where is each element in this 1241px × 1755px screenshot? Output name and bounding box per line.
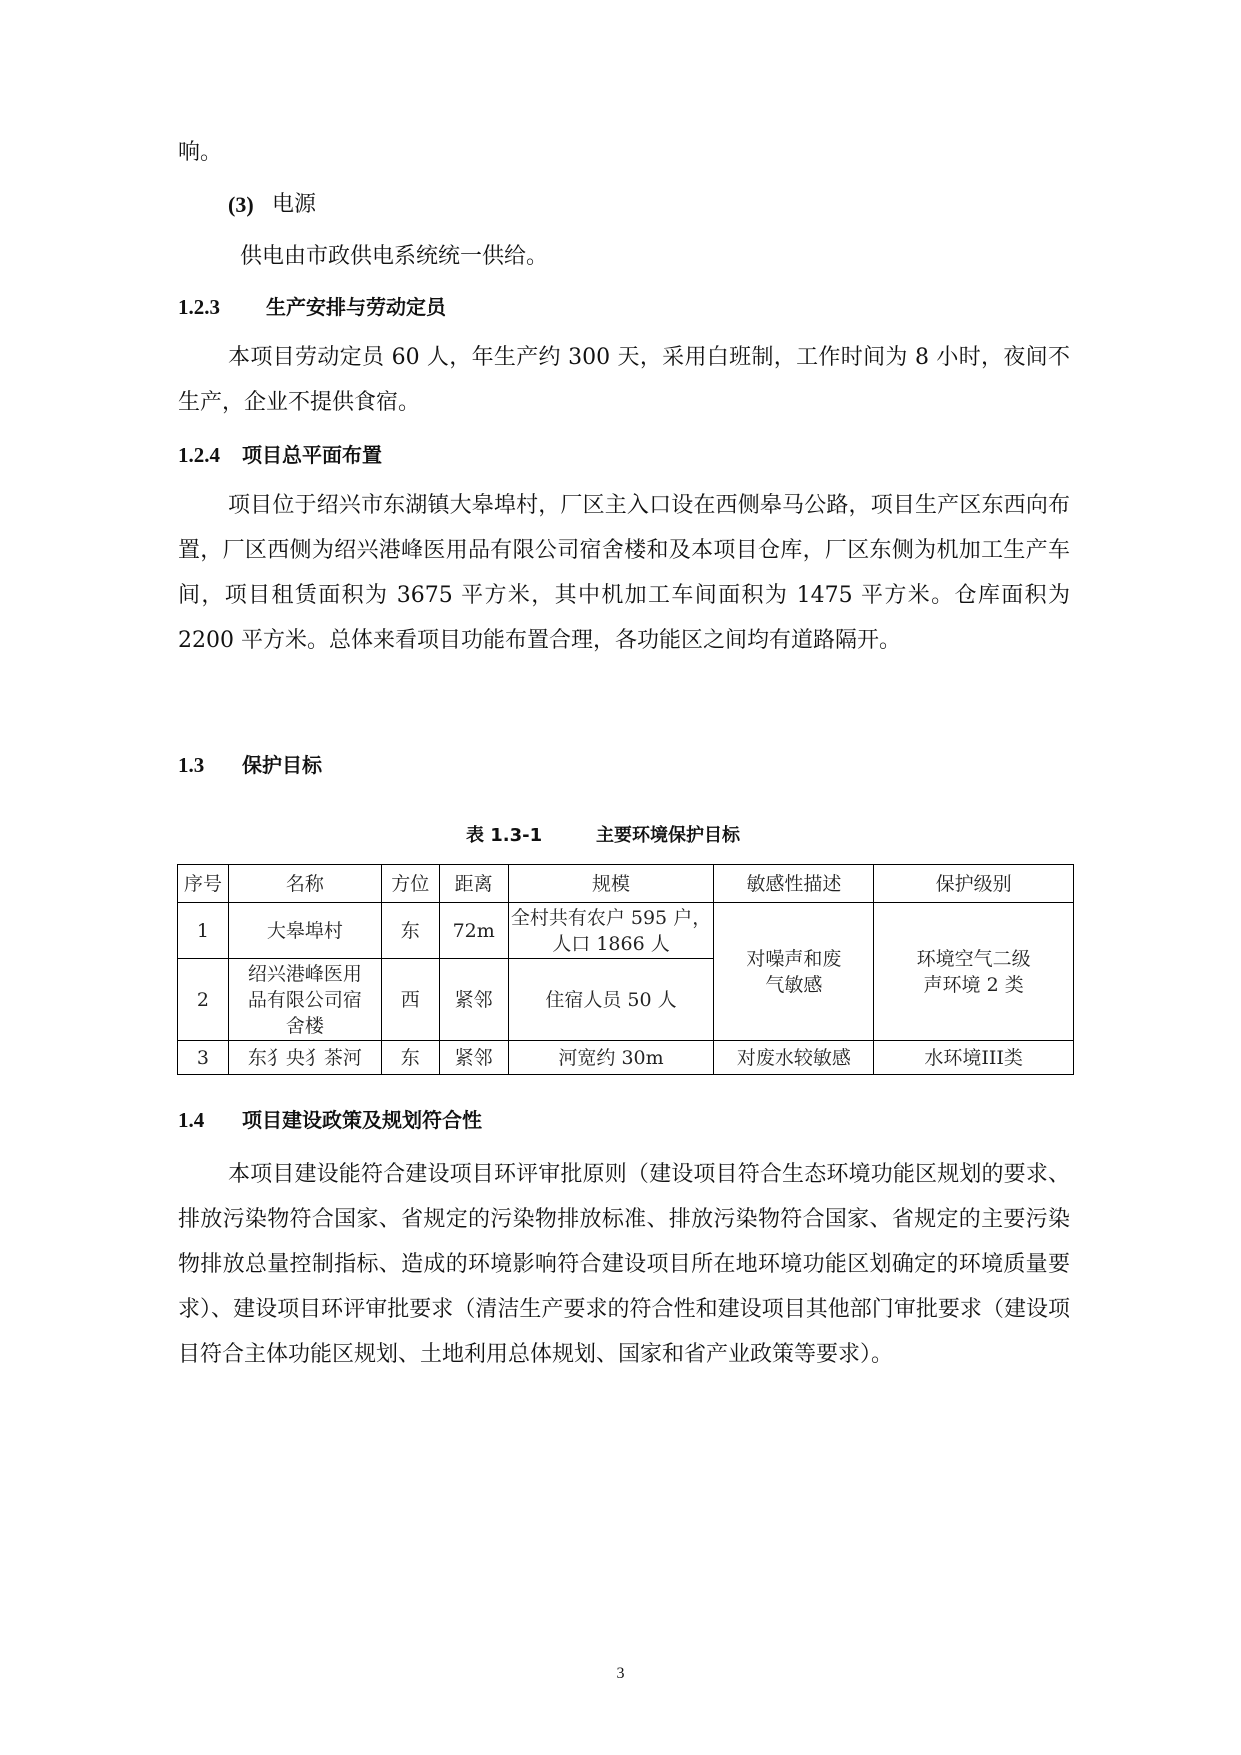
section-number: 1.4 xyxy=(178,1108,205,1132)
table-cell: 3 xyxy=(178,1041,229,1075)
header-cell: 名称 xyxy=(228,865,381,903)
paragraph-continuation: 响。 xyxy=(178,140,223,165)
table-cell: 紧邻 xyxy=(439,959,508,1041)
table-cell: 大皋埠村 xyxy=(228,903,381,959)
section-number: 1.3 xyxy=(178,753,205,777)
table-cell: 全村共有农户 595 户，人口 1866 人 xyxy=(508,903,714,959)
table-cell: 对废水较敏感 xyxy=(714,1041,874,1075)
table-cell: 西 xyxy=(381,959,439,1041)
section-title: 项目总平面布置 xyxy=(242,443,382,467)
header-cell: 序号 xyxy=(178,865,229,903)
level-line: 环境空气二级 xyxy=(916,947,1031,970)
table-cell-merged: 对噪声和废气敏感 xyxy=(714,903,874,1041)
item-number: (3) xyxy=(228,192,254,217)
table-cell: 住宿人员 50 人 xyxy=(508,959,714,1041)
table-cell: 东犭央犭茶河 xyxy=(228,1041,381,1075)
table-cell: 河宽约 30m xyxy=(508,1041,714,1075)
table-cell-merged xyxy=(874,903,1074,1041)
table-cell: 72m xyxy=(439,903,508,959)
table-row xyxy=(178,903,1074,959)
policy-paragraph: 本项目建设能符合建设项目环评审批原则（建设项目符合生态环境功能区规划的要求、排放污染物符合国家、省规定的污染物排放标准、排放污染物符合国家、省规定的主要污染物排放总量控制指标、造成的环境影响符合建设项目所在地环境功能区划确定的环境质量要求）、建设项目环评审批要求（清洁生产要求的符合性和建设项目其他部门审批要求（建设项目符合主体功能区规划、土地利用总体规划、国家和省产业政策等要求）。 xyxy=(178,1162,1070,1367)
section-title: 项目建设政策及规划符合性 xyxy=(242,1108,482,1132)
table-cell: 1 xyxy=(178,903,229,959)
section-number: 1.2.4 xyxy=(178,443,220,467)
table-header-row xyxy=(178,865,1074,903)
section-number: 1.2.3 xyxy=(178,295,220,319)
table-cell: 东 xyxy=(381,903,439,959)
power-paragraph: 供电由市政供电系统统一供给。 xyxy=(240,244,549,269)
staffing-paragraph: 本项目劳动定员 60 人，年生产约 300 天，采用白班制，工作时间为 8 小时，夜间不生产，企业不提供食宿。 xyxy=(178,345,1070,415)
table-cell: 紧邻 xyxy=(439,1041,508,1075)
header-cell: 距离 xyxy=(439,865,508,903)
header-cell: 规模 xyxy=(508,865,714,903)
level-line: 声环境 2 类 xyxy=(923,973,1024,996)
table-caption-title: 主要环境保护目标 xyxy=(596,825,740,846)
header-cell: 方位 xyxy=(381,865,439,903)
header-cell: 敏感性描述 xyxy=(714,865,874,903)
table-row xyxy=(178,1041,1074,1075)
table-cell: 东 xyxy=(381,1041,439,1075)
table-cell: 2 xyxy=(178,959,229,1041)
page-number: 3 xyxy=(616,1665,625,1682)
protection-targets-table xyxy=(177,864,1074,1075)
header-cell: 保护级别 xyxy=(874,865,1074,903)
item-title: 电源 xyxy=(272,192,317,217)
table-cell: 绍兴港峰医用品有限公司宿舍楼 xyxy=(228,959,381,1041)
table-cell: 水环境III类 xyxy=(874,1041,1074,1075)
table-caption-number: 表 1.3-1 xyxy=(466,825,543,846)
section-title: 生产安排与劳动定员 xyxy=(266,295,446,319)
section-title: 保护目标 xyxy=(242,753,322,777)
layout-paragraph: 项目位于绍兴市东湖镇大皋埠村，厂区主入口设在西侧皋马公路，项目生产区东西向布置，厂区西侧为绍兴港峰医用品有限公司宿舍楼和及本项目仓库，厂区东侧为机加工生产车间，项目租赁面积为 3675 平方米，其中机加工车间面积为 1475 平方米。仓库面积为 2200 平方米。总体来看项目功能布置合理，各功能区之间均有道路隔开。 xyxy=(178,493,1070,653)
